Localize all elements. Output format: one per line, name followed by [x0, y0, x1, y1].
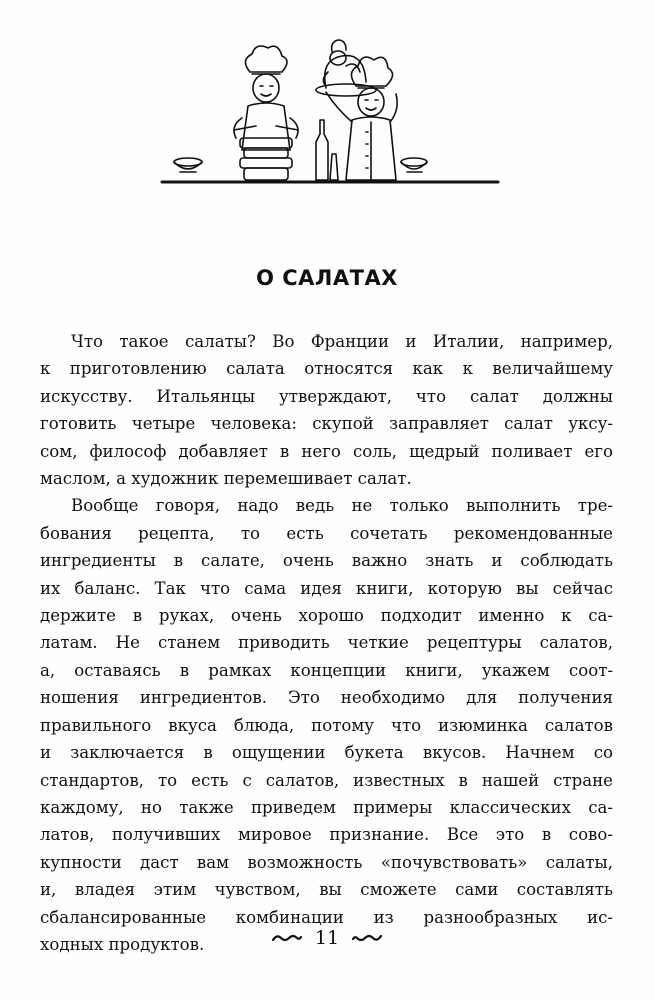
text-line: готовить четыре человека: скупой заправляет салат уксу- — [40, 414, 613, 434]
text-line: ингредиенты в салате, очень важно знать и соблюдать — [40, 551, 613, 571]
paragraph-2 — [40, 492, 613, 958]
text-line: их баланс. Так что сама идея книги, которую вы сейчас — [40, 578, 613, 598]
text-line: сбалансированные комбинации из разнообразных ис- — [40, 907, 613, 927]
text-line: купности даст вам возможность «почувствовать» салаты, — [40, 852, 613, 872]
chapter-title: О САЛАТАХ — [256, 266, 398, 290]
text-line: а, оставаясь в рамках концепции книги, укажем соот- — [40, 660, 613, 680]
text-line: держите в руках, очень хорошо подходит именно к са- — [40, 606, 613, 626]
text-line: и заключается в ощущении букета вкусов. Начнем со — [40, 743, 613, 763]
text-line: и, владея этим чувством, вы сможете сами составлять — [40, 880, 613, 900]
text-line: стандартов, то есть с салатов, известных в нашей стране — [40, 770, 613, 790]
text-line: Вообще говоря, надо ведь не только выполнить тре- — [71, 496, 613, 516]
text-line: маслом, а художник перемешивает салат. — [40, 469, 412, 489]
text-line: искусству. Итальянцы утверждают, что салат должны — [40, 386, 613, 406]
text-line: бования рецепта, то есть сочетать рекомендованные — [40, 523, 613, 543]
text-line: латов, получивших мировое признание. Все это в сово- — [40, 825, 613, 845]
text-line: сом, философ добавляет в него соль, щедрый поливает его — [40, 441, 613, 461]
text-line: латам. Не станем приводить четкие рецептуры салатов, — [40, 633, 613, 653]
text-line: ходных продуктов. — [40, 934, 205, 954]
swirl-ornament-right-icon — [351, 932, 383, 944]
page-number: 11 — [314, 927, 340, 949]
text-line: к приготовлению салата относятся как к величайшему — [40, 359, 613, 379]
text-line: правильного вкуса блюда, потому что изюминка салатов — [40, 715, 613, 735]
paragraph-1 — [40, 328, 613, 492]
text-line: Что такое салаты? Во Франции и Италии, например, — [71, 332, 613, 351]
text-line: ношения ингредиентов. Это необходимо для получения — [40, 688, 613, 708]
text-line: каждому, но также приведем примеры классических са- — [40, 797, 613, 817]
page-footer — [0, 926, 654, 949]
chefs-illustration — [160, 30, 500, 190]
article-body — [40, 328, 613, 958]
swirl-ornament-left-icon — [271, 932, 303, 944]
